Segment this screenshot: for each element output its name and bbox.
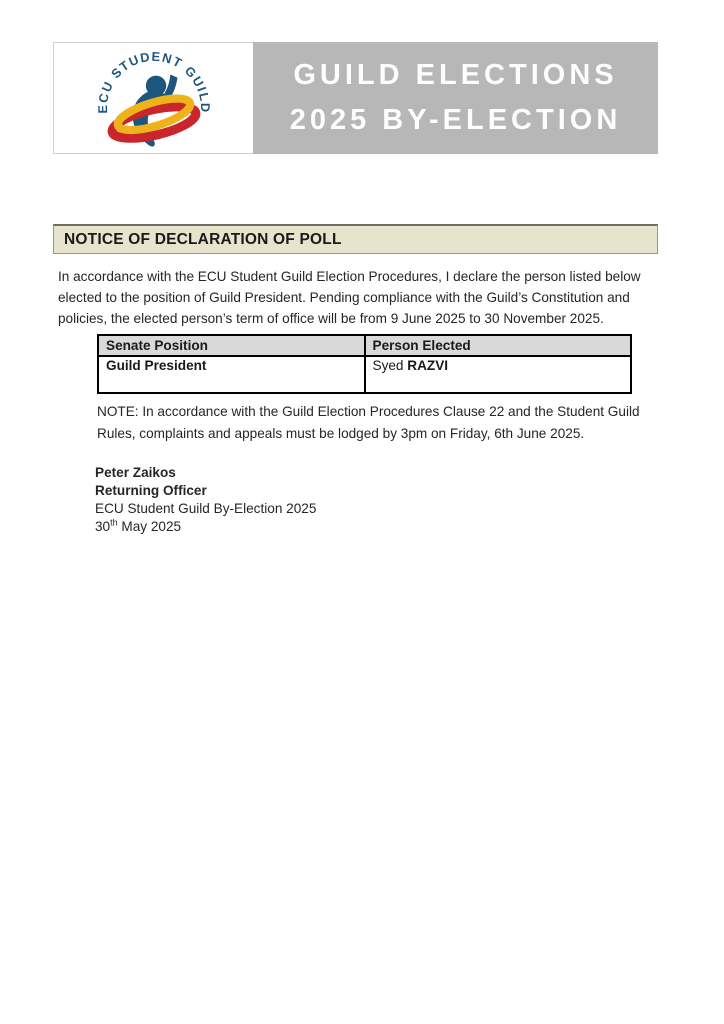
date-ordinal: th [110,517,118,528]
table-row [98,356,631,393]
notice-heading: NOTICE OF DECLARATION OF POLL [53,224,658,254]
signatory-organisation: ECU Student Guild By-Election 2025 [95,501,317,516]
date-day: 30 [95,519,111,534]
banner-title-line2: 2025 BY-ELECTION [289,104,622,136]
cell-senate-position: Guild President [98,356,365,393]
banner [253,42,658,154]
note-paragraph: NOTE: In accordance with the Guild Election Procedures Clause 22 and the Student Guild Rules, complaints and appeals must be lodged by 3pm on Friday, 6th June 2025. [97,404,640,441]
results-table [97,334,632,394]
date-rest: May 2025 [117,519,182,534]
person-last-name: RAZVI [407,358,449,373]
intro-paragraph: In accordance with the ECU Student Guild Election Procedures, I declare the person listed below elected to the position of Guild President. Pending compliance with the Guild’s Constitution and policies, the elected person’s term of office will be from 9 June 2025 to 30 November 2025. [58,269,641,326]
table-header-row [98,335,631,356]
logo-cell [53,42,253,154]
signature-date [95,518,316,536]
logo-figure-head [145,76,165,96]
person-first-name: Syed [372,358,408,373]
ecu-student-guild-logo [92,45,216,151]
banner-title-line1: GUILD ELECTIONS [293,59,618,91]
signature-block [95,464,316,536]
cell-person-elected [365,356,632,393]
signatory-name: Peter Zaikos [95,465,176,480]
signatory-title: Returning Officer [95,483,207,498]
column-header-senate-position: Senate Position [98,335,365,356]
logo-arc-text: ECU STUDENT GUILD [94,48,213,114]
column-header-person-elected: Person Elected [365,335,632,356]
header-band [53,42,658,154]
